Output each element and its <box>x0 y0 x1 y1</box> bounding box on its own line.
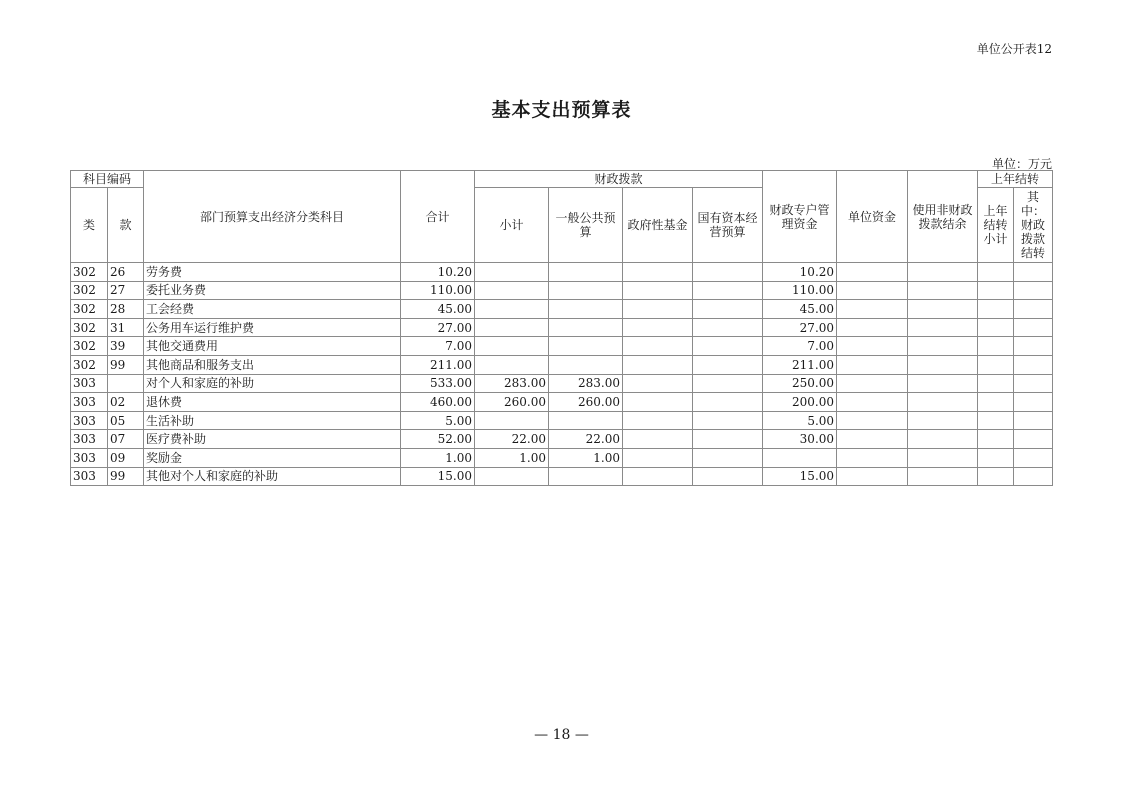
unit-fund-cell <box>837 318 908 337</box>
unit-fund-cell <box>837 448 908 467</box>
lei-cell: 302 <box>71 355 108 374</box>
special-mgmt-cell: 10.20 <box>763 263 837 282</box>
table-row <box>71 374 1053 393</box>
budget-table <box>70 170 1053 486</box>
non-fiscal-cell <box>908 281 978 300</box>
state-capital-cell <box>693 263 763 282</box>
carryover-subtotal-cell <box>978 337 1014 356</box>
carryover-fiscal-cell <box>1014 281 1053 300</box>
total-cell: 5.00 <box>401 411 475 430</box>
general-public-cell <box>549 337 623 356</box>
header-gov-fund: 政府性基金 <box>623 188 693 263</box>
lei-cell: 303 <box>71 393 108 412</box>
table-row <box>71 263 1053 282</box>
subtotal-cell <box>475 337 549 356</box>
unit-fund-cell <box>837 411 908 430</box>
carryover-subtotal-cell <box>978 300 1014 319</box>
subject-name-cell: 其他对个人和家庭的补助 <box>144 467 401 486</box>
header-general-public: 一般公共预算 <box>549 188 623 263</box>
unit-fund-cell <box>837 355 908 374</box>
gov-fund-cell <box>623 411 693 430</box>
special-mgmt-cell: 15.00 <box>763 467 837 486</box>
subtotal-cell: 22.00 <box>475 430 549 449</box>
subject-name-cell: 退休费 <box>144 393 401 412</box>
carryover-subtotal-cell <box>978 281 1014 300</box>
gov-fund-cell <box>623 467 693 486</box>
table-row <box>71 467 1053 486</box>
carryover-fiscal-cell <box>1014 393 1053 412</box>
subtotal-cell <box>475 467 549 486</box>
total-cell: 7.00 <box>401 337 475 356</box>
state-capital-cell <box>693 448 763 467</box>
gov-fund-cell <box>623 337 693 356</box>
lei-cell: 302 <box>71 263 108 282</box>
special-mgmt-cell: 250.00 <box>763 374 837 393</box>
carryover-subtotal-cell <box>978 318 1014 337</box>
unit-fund-cell <box>837 430 908 449</box>
kuan-cell: 02 <box>108 393 144 412</box>
gov-fund-cell <box>623 374 693 393</box>
subject-name-cell: 劳务费 <box>144 263 401 282</box>
header-carryover-subtotal: 上年结转小计 <box>978 188 1014 263</box>
subtotal-cell <box>475 300 549 319</box>
header-fiscal-group: 财政拨款 <box>475 171 763 188</box>
header-special-mgmt: 财政专户管理资金 <box>763 171 837 263</box>
header-carryover-fiscal: 其中：财政拨款结转 <box>1014 188 1053 263</box>
carryover-subtotal-cell <box>978 263 1014 282</box>
kuan-cell: 39 <box>108 337 144 356</box>
header-non-fiscal-balance: 使用非财政拨款结余 <box>908 171 978 263</box>
general-public-cell: 283.00 <box>549 374 623 393</box>
unit-fund-cell <box>837 374 908 393</box>
general-public-cell <box>549 300 623 319</box>
header-unit-fund: 单位资金 <box>837 171 908 263</box>
non-fiscal-cell <box>908 318 978 337</box>
special-mgmt-cell: 27.00 <box>763 318 837 337</box>
subtotal-cell <box>475 263 549 282</box>
kuan-cell: 31 <box>108 318 144 337</box>
carryover-subtotal-cell <box>978 393 1014 412</box>
unit-fund-cell <box>837 467 908 486</box>
total-cell: 15.00 <box>401 467 475 486</box>
general-public-cell <box>549 281 623 300</box>
total-cell: 10.20 <box>401 263 475 282</box>
total-cell: 211.00 <box>401 355 475 374</box>
general-public-cell <box>549 263 623 282</box>
kuan-cell: 99 <box>108 467 144 486</box>
general-public-cell: 1.00 <box>549 448 623 467</box>
general-public-cell <box>549 467 623 486</box>
table-row <box>71 281 1053 300</box>
general-public-cell: 260.00 <box>549 393 623 412</box>
kuan-cell: 05 <box>108 411 144 430</box>
header-carryover-group: 上年结转 <box>978 171 1053 188</box>
table-row <box>71 337 1053 356</box>
page-number: — 18 — <box>534 727 589 743</box>
carryover-fiscal-cell <box>1014 355 1053 374</box>
state-capital-cell <box>693 430 763 449</box>
state-capital-cell <box>693 393 763 412</box>
total-cell: 52.00 <box>401 430 475 449</box>
non-fiscal-cell <box>908 411 978 430</box>
non-fiscal-cell <box>908 263 978 282</box>
kuan-cell: 27 <box>108 281 144 300</box>
header-total: 合计 <box>401 171 475 263</box>
gov-fund-cell <box>623 355 693 374</box>
special-mgmt-cell: 110.00 <box>763 281 837 300</box>
subject-name-cell: 公务用车运行维护费 <box>144 318 401 337</box>
header-subject: 部门预算支出经济分类科目 <box>144 171 401 263</box>
special-mgmt-cell: 211.00 <box>763 355 837 374</box>
state-capital-cell <box>693 281 763 300</box>
subtotal-cell: 260.00 <box>475 393 549 412</box>
lei-cell: 303 <box>71 411 108 430</box>
subject-name-cell: 其他商品和服务支出 <box>144 355 401 374</box>
gov-fund-cell <box>623 393 693 412</box>
subject-name-cell: 奖励金 <box>144 448 401 467</box>
special-mgmt-cell: 45.00 <box>763 300 837 319</box>
unit-fund-cell <box>837 281 908 300</box>
non-fiscal-cell <box>908 374 978 393</box>
subtotal-cell <box>475 318 549 337</box>
special-mgmt-cell: 200.00 <box>763 393 837 412</box>
kuan-cell: 99 <box>108 355 144 374</box>
header-code-group: 科目编码 <box>71 171 144 188</box>
subject-name-cell: 委托业务费 <box>144 281 401 300</box>
table-header <box>71 171 1053 263</box>
non-fiscal-cell <box>908 467 978 486</box>
header-kuan: 款 <box>108 188 144 263</box>
header-state-capital: 国有资本经营预算 <box>693 188 763 263</box>
table-row <box>71 448 1053 467</box>
carryover-subtotal-cell <box>978 430 1014 449</box>
page-title: 基本支出预算表 <box>491 99 632 121</box>
non-fiscal-cell <box>908 337 978 356</box>
table-row <box>71 355 1053 374</box>
state-capital-cell <box>693 374 763 393</box>
non-fiscal-cell <box>908 393 978 412</box>
subtotal-cell <box>475 411 549 430</box>
lei-cell: 302 <box>71 318 108 337</box>
carryover-fiscal-cell <box>1014 337 1053 356</box>
carryover-fiscal-cell <box>1014 300 1053 319</box>
special-mgmt-cell <box>763 448 837 467</box>
subject-name-cell: 生活补助 <box>144 411 401 430</box>
unit-fund-cell <box>837 300 908 319</box>
total-cell: 45.00 <box>401 300 475 319</box>
kuan-cell: 26 <box>108 263 144 282</box>
subject-name-cell: 工会经费 <box>144 300 401 319</box>
carryover-fiscal-cell <box>1014 411 1053 430</box>
lei-cell: 303 <box>71 430 108 449</box>
state-capital-cell <box>693 318 763 337</box>
page-tag: 单位公开表12 <box>976 42 1052 56</box>
lei-cell: 303 <box>71 448 108 467</box>
carryover-fiscal-cell <box>1014 448 1053 467</box>
table-row <box>71 411 1053 430</box>
total-cell: 533.00 <box>401 374 475 393</box>
gov-fund-cell <box>623 430 693 449</box>
special-mgmt-cell: 5.00 <box>763 411 837 430</box>
kuan-cell: 07 <box>108 430 144 449</box>
kuan-cell: 09 <box>108 448 144 467</box>
lei-cell: 302 <box>71 281 108 300</box>
carryover-fiscal-cell <box>1014 263 1053 282</box>
lei-cell: 303 <box>71 374 108 393</box>
general-public-cell <box>549 318 623 337</box>
table-row <box>71 318 1053 337</box>
header-lei: 类 <box>71 188 108 263</box>
state-capital-cell <box>693 355 763 374</box>
unit-label: 单位：万元 <box>991 157 1052 171</box>
special-mgmt-cell: 30.00 <box>763 430 837 449</box>
non-fiscal-cell <box>908 355 978 374</box>
gov-fund-cell <box>623 281 693 300</box>
general-public-cell <box>549 355 623 374</box>
unit-fund-cell <box>837 263 908 282</box>
subject-name-cell: 其他交通费用 <box>144 337 401 356</box>
subtotal-cell: 283.00 <box>475 374 549 393</box>
kuan-cell <box>108 374 144 393</box>
state-capital-cell <box>693 411 763 430</box>
unit-fund-cell <box>837 337 908 356</box>
carryover-subtotal-cell <box>978 374 1014 393</box>
carryover-fiscal-cell <box>1014 467 1053 486</box>
state-capital-cell <box>693 300 763 319</box>
carryover-subtotal-cell <box>978 411 1014 430</box>
total-cell: 460.00 <box>401 393 475 412</box>
non-fiscal-cell <box>908 300 978 319</box>
carryover-fiscal-cell <box>1014 318 1053 337</box>
gov-fund-cell <box>623 448 693 467</box>
subject-name-cell: 医疗费补助 <box>144 430 401 449</box>
state-capital-cell <box>693 467 763 486</box>
general-public-cell <box>549 411 623 430</box>
carryover-subtotal-cell <box>978 448 1014 467</box>
table-row <box>71 430 1053 449</box>
subject-name-cell: 对个人和家庭的补助 <box>144 374 401 393</box>
carryover-fiscal-cell <box>1014 430 1053 449</box>
total-cell: 27.00 <box>401 318 475 337</box>
unit-fund-cell <box>837 393 908 412</box>
header-subtotal: 小计 <box>475 188 549 263</box>
gov-fund-cell <box>623 263 693 282</box>
lei-cell: 302 <box>71 337 108 356</box>
lei-cell: 302 <box>71 300 108 319</box>
non-fiscal-cell <box>908 430 978 449</box>
state-capital-cell <box>693 337 763 356</box>
carryover-fiscal-cell <box>1014 374 1053 393</box>
subtotal-cell <box>475 355 549 374</box>
table-row <box>71 300 1053 319</box>
general-public-cell: 22.00 <box>549 430 623 449</box>
non-fiscal-cell <box>908 448 978 467</box>
table-row <box>71 393 1053 412</box>
kuan-cell: 28 <box>108 300 144 319</box>
total-cell: 1.00 <box>401 448 475 467</box>
gov-fund-cell <box>623 300 693 319</box>
table-body <box>71 263 1053 486</box>
gov-fund-cell <box>623 318 693 337</box>
carryover-subtotal-cell <box>978 467 1014 486</box>
carryover-subtotal-cell <box>978 355 1014 374</box>
lei-cell: 303 <box>71 467 108 486</box>
subtotal-cell <box>475 281 549 300</box>
total-cell: 110.00 <box>401 281 475 300</box>
special-mgmt-cell: 7.00 <box>763 337 837 356</box>
subtotal-cell: 1.00 <box>475 448 549 467</box>
